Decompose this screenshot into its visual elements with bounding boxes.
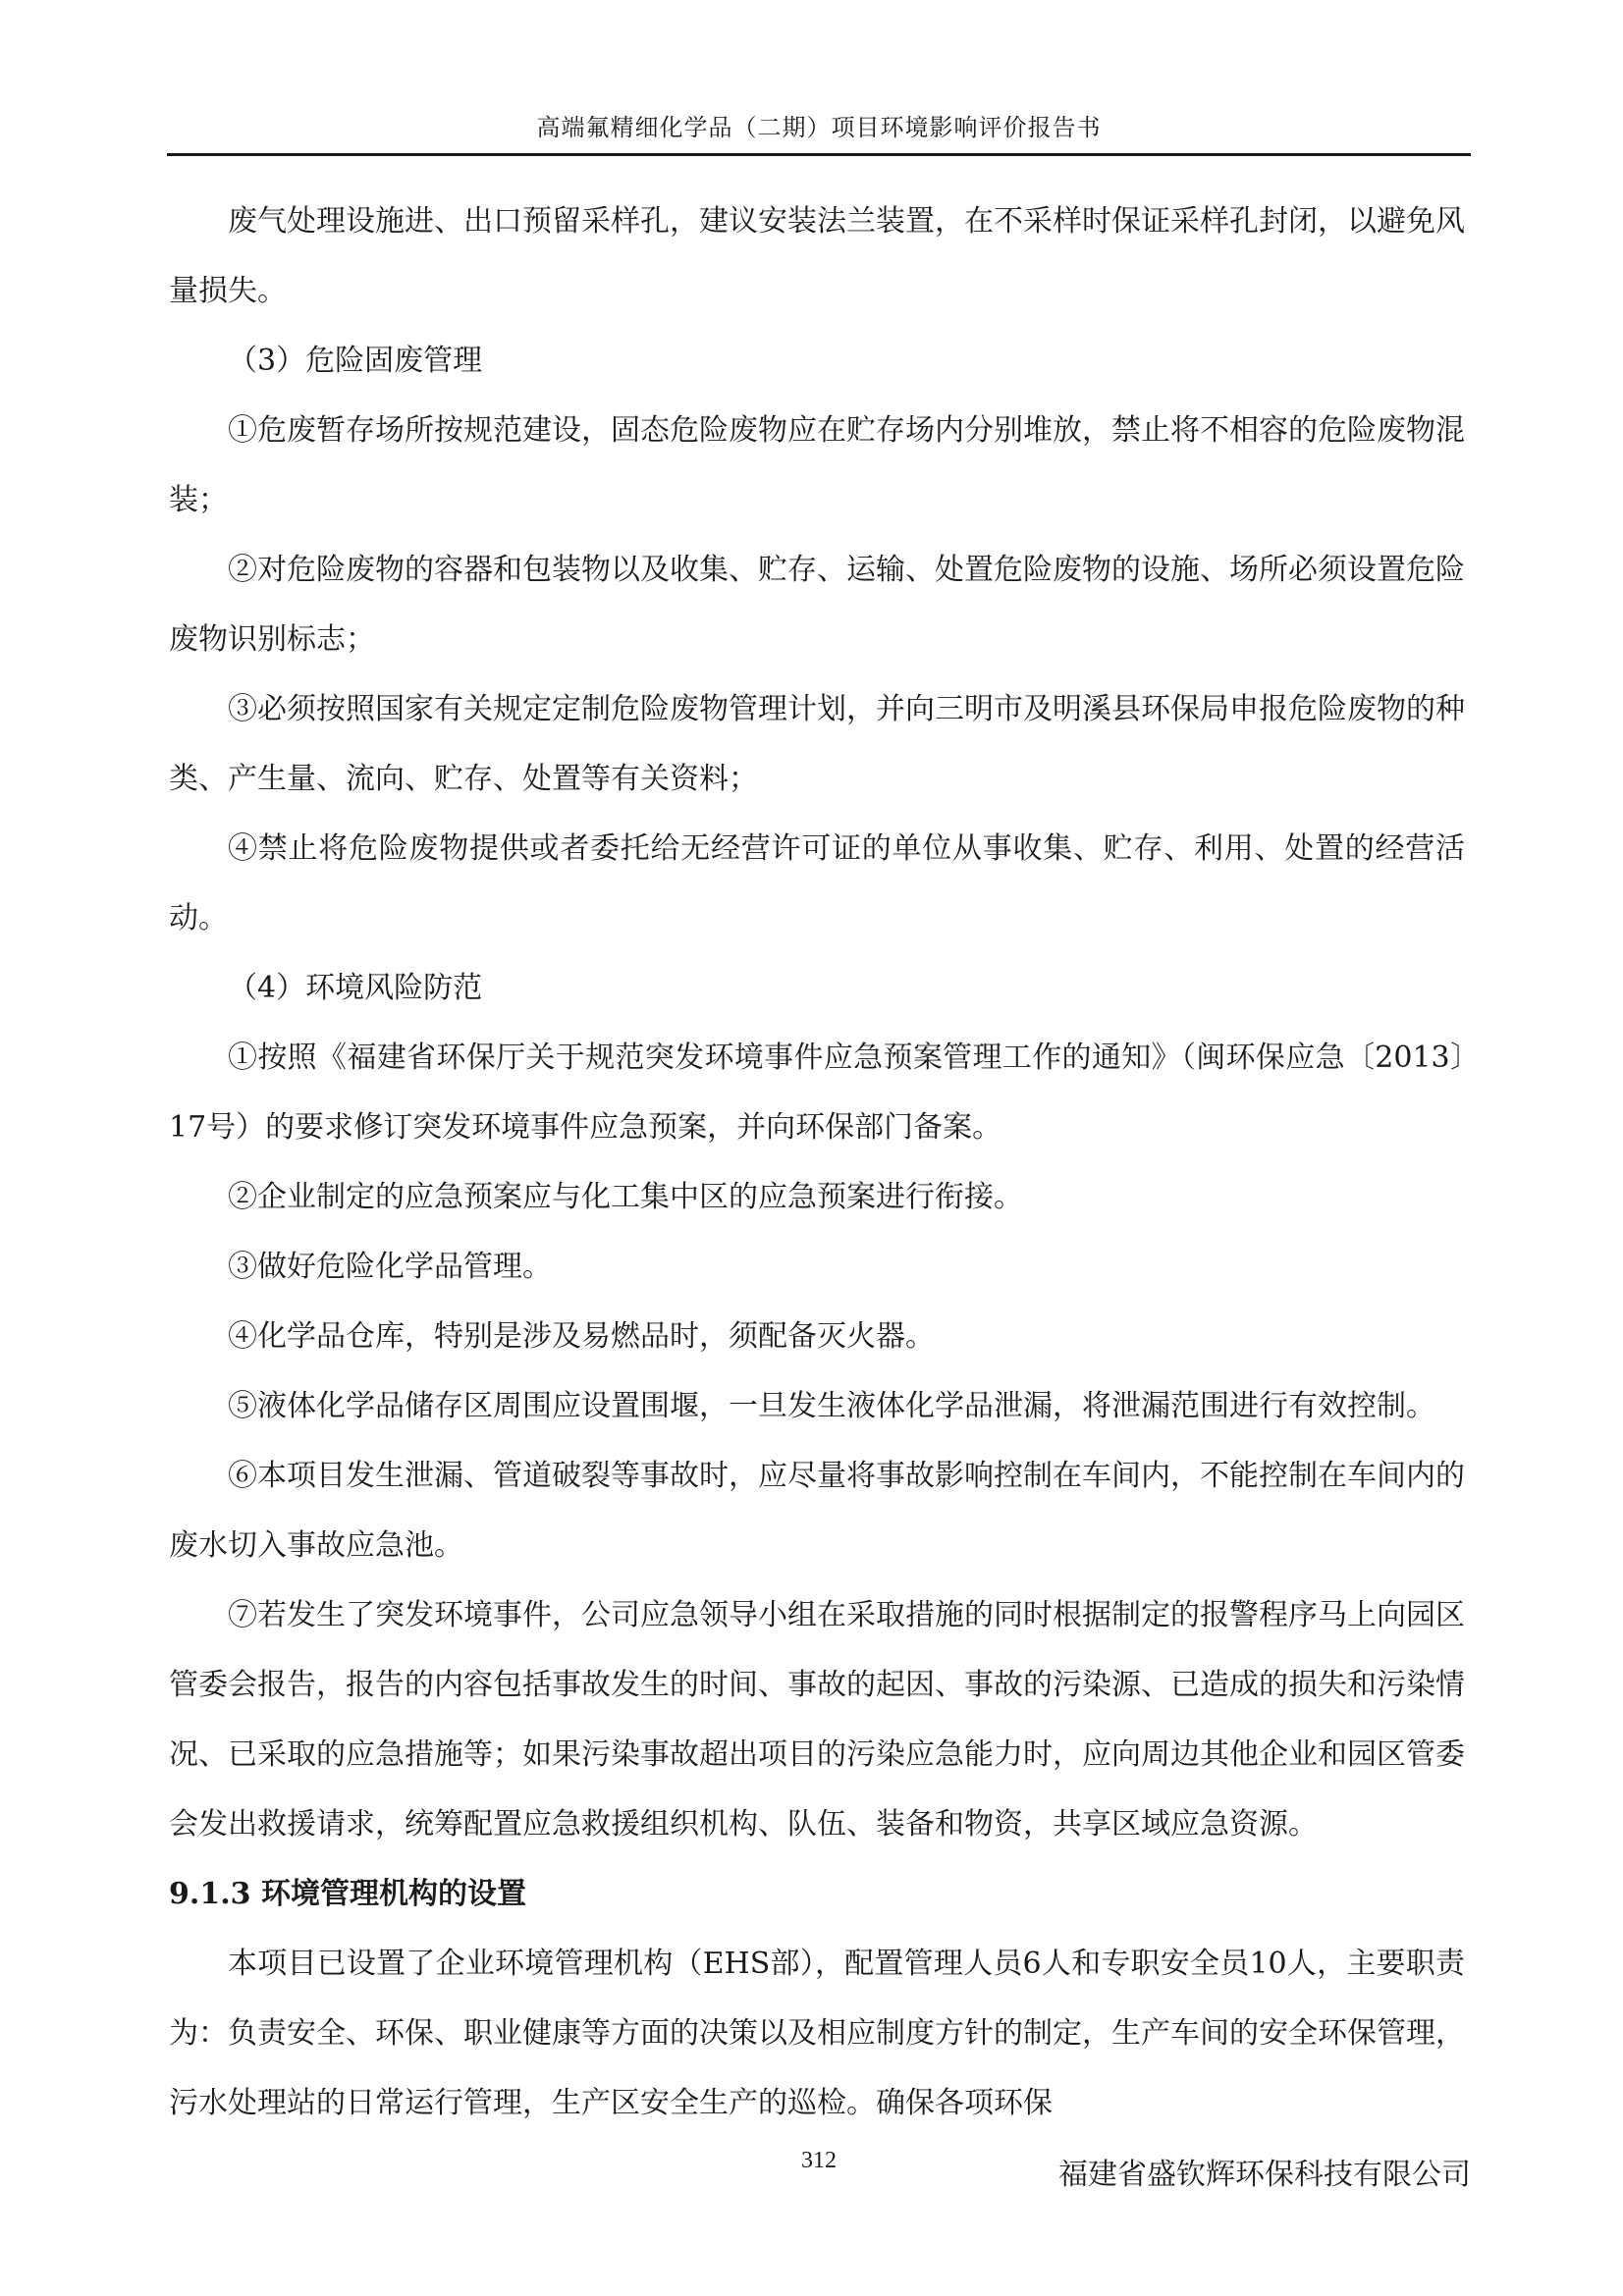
list-item-license: ④禁止将危险废物提供或者委托给无经营许可证的单位从事收集、贮存、利用、处置的经营活动。 xyxy=(169,831,1465,935)
paragraph-ehs-department: 本项目已设置了企业环境管理机构（EHS部），配置管理人员6人和专职安全员10人，主要职责为：负责安全、环保、职业健康等方面的决策以及相应制度方针的制定，生产车间的安全环保管理，污水处理站的日常运行管理，生产区安全生产的巡检。确保各项环保 xyxy=(169,1947,1465,2120)
company-name: 福建省盛钦辉环保科技有限公司 xyxy=(1058,2158,1471,2192)
page-number: 312 xyxy=(801,2148,837,2173)
subheading-hazardous-waste: （3）危险固废管理 xyxy=(228,344,483,378)
list-item-incident-report: ⑦若发生了突发环境事件，公司应急领导小组在采取措施的同时根据制定的报警程序马上向园区管委会报告，报告的内容包括事故发生的时间、事故的起因、事故的污染源、已造成的损失和污染情况、已采取的应急措施等；如果污染事故超出项目的污染应急能力时，应向周边其他企业和园区管委会发出救援请求，统筹配置应急救援组织机构、队伍、装备和物资，共享区域应急资源。 xyxy=(169,1598,1465,1842)
page-footer xyxy=(167,2140,1471,2192)
page-header xyxy=(167,110,1471,156)
document-title: 高端氟精细化学品（二期）项目环境影响评价报告书 xyxy=(536,114,1102,141)
subheading-risk-prevention: （4）环境风险防范 xyxy=(228,971,483,1005)
list-item-plan: ③必须按照国家有关规定定制危险废物管理计划，并向三明市及明溪县环保局申报危险废物的种类、产生量、流向、贮存、处置等有关资料； xyxy=(169,692,1465,796)
list-item-emergency-plan: ①按照《福建省环保厅关于规范突发环境事件应急预案管理工作的通知》（闽环保应急〔2013〕17号）的要求修订突发环境事件应急预案，并向环保部门备案。 xyxy=(169,1041,1465,1145)
section-heading-9-1-3: 9.1.3 环境管理机构的设置 xyxy=(169,1877,526,1911)
list-item-cofferdam: ⑤液体化学品储存区周围应设置围堰，一旦发生液体化学品泄漏，将泄漏范围进行有效控制。 xyxy=(228,1389,1435,1423)
list-item-chemical-management: ③做好危险化学品管理。 xyxy=(228,1250,552,1284)
list-item-storage: ①危废暂存场所按规范建设，固态危险废物应在贮存场内分别堆放，禁止将不相容的危险废物混装； xyxy=(169,413,1465,517)
list-item-leak-control: ⑥本项目发生泄漏、管道破裂等事故时，应尽量将事故影响控制在车间内，不能控制在车间内的废水切入事故应急池。 xyxy=(169,1459,1465,1563)
list-item-labels: ②对危险废物的容器和包装物以及收集、贮存、运输、处置危险废物的设施、场所必须设置危险废物识别标志； xyxy=(169,553,1465,657)
list-item-plan-linkage: ②企业制定的应急预案应与化工集中区的应急预案进行衔接。 xyxy=(228,1180,1023,1214)
document-body xyxy=(169,187,1465,2138)
list-item-fire-extinguisher: ④化学品仓库，特别是涉及易燃品时，须配备灭火器。 xyxy=(228,1319,935,1354)
paragraph-sampling-ports: 废气处理设施进、出口预留采样孔，建议安装法兰装置，在不采样时保证采样孔封闭，以避免风量损失。 xyxy=(169,204,1465,308)
